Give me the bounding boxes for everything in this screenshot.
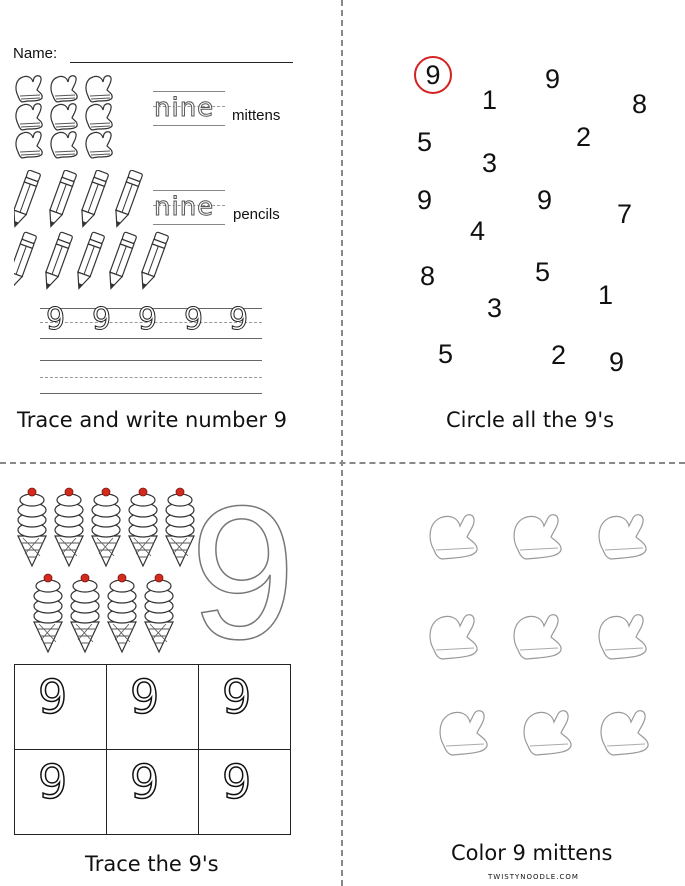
ice-cream-icon	[18, 488, 46, 566]
ice-cream-group	[10, 486, 200, 656]
mitten-icon	[16, 104, 42, 130]
writing-line-top	[40, 360, 262, 361]
trace-digit: 9	[229, 302, 249, 337]
mitten-icon	[86, 104, 112, 130]
trace-word-nine: nine	[154, 93, 215, 123]
grid-trace-digit: 9	[222, 670, 252, 724]
number-item[interactable]: 9	[417, 185, 433, 215]
mitten-icon	[430, 615, 477, 659]
pencil-icon	[41, 232, 73, 291]
horizontal-fold-line	[0, 462, 685, 464]
pencil-icon	[111, 170, 143, 229]
trace-digit: 9	[184, 302, 204, 337]
number-item[interactable]: 5	[417, 127, 433, 157]
footer-brand: TWISTYNOODLE.COM	[488, 873, 579, 881]
mitten-icon	[599, 515, 646, 559]
pencil-icon	[73, 232, 105, 291]
ice-cream-icon	[55, 488, 83, 566]
number-item[interactable]: 2	[576, 122, 592, 152]
trace-digit: 9	[92, 302, 112, 337]
mitten-icon	[86, 76, 112, 102]
ice-cream-icon	[129, 488, 157, 566]
mitten-icon	[16, 76, 42, 102]
ice-cream-icon	[92, 488, 120, 566]
mitten-icon	[601, 711, 648, 755]
caption-color-mittens: Color 9 mittens	[451, 841, 613, 865]
number-item[interactable]: 1	[482, 85, 498, 115]
ice-cream-icon	[108, 574, 136, 652]
mittens-group	[12, 74, 132, 166]
grid-trace-digit: 9	[130, 755, 160, 809]
ice-cream-icon	[145, 574, 173, 652]
number-item[interactable]: 9	[609, 347, 625, 377]
vertical-fold-line	[341, 0, 343, 886]
writing-line-base	[40, 393, 262, 394]
pencil-icon	[14, 170, 41, 229]
pencils-group	[14, 170, 184, 295]
number-circled[interactable]: 9	[414, 56, 452, 94]
writing-line-base	[40, 338, 262, 339]
pencil-icon	[137, 232, 169, 291]
mitten-icon	[514, 615, 561, 659]
caption-trace-nines: Trace the 9's	[85, 852, 219, 876]
trace-word-nine: nine	[154, 192, 215, 222]
mitten-icon	[16, 132, 42, 158]
number-item[interactable]: 8	[632, 89, 648, 119]
caption-trace-write: Trace and write number 9	[17, 408, 288, 432]
caption-circle: Circle all the 9's	[446, 408, 615, 432]
number-item[interactable]: 2	[551, 340, 567, 370]
name-field[interactable]	[70, 62, 293, 63]
pencils-label: pencils	[233, 206, 280, 223]
pencil-icon	[105, 232, 137, 291]
mitten-icon	[51, 76, 77, 102]
mitten-icon	[51, 104, 77, 130]
ice-cream-icon	[71, 574, 99, 652]
mitten-icon	[440, 711, 487, 755]
pencil-icon	[14, 232, 37, 291]
grid-trace-digit: 9	[222, 755, 252, 809]
number-item[interactable]: 3	[482, 148, 498, 178]
number-item[interactable]: 9	[545, 64, 561, 94]
word-guide-top	[153, 91, 225, 92]
number-item[interactable]: 5	[438, 339, 454, 369]
number-item[interactable]: 4	[470, 216, 486, 246]
writing-line-mid	[40, 377, 262, 378]
mitten-icon	[524, 711, 571, 755]
mittens-label: mittens	[232, 107, 281, 124]
trace-digit: 9	[138, 302, 158, 337]
word-guide-base	[153, 125, 225, 126]
number-item[interactable]: 5	[535, 257, 551, 287]
number-item[interactable]: 7	[617, 199, 633, 229]
grid-trace-digit: 9	[38, 755, 68, 809]
number-item[interactable]: 8	[420, 261, 436, 291]
word-guide-base	[153, 224, 225, 225]
word-guide-top	[153, 190, 225, 191]
color-mittens-group	[418, 512, 668, 772]
big-outline-digit: 9	[190, 467, 296, 679]
grid-trace-digit: 9	[130, 670, 160, 724]
name-label: Name:	[13, 45, 58, 62]
pencil-icon	[45, 170, 77, 229]
mitten-icon	[86, 132, 112, 158]
mitten-icon	[51, 132, 77, 158]
ice-cream-icon	[34, 574, 62, 652]
number-item[interactable]: 1	[598, 280, 614, 310]
number-item[interactable]: 3	[487, 293, 503, 323]
number-item[interactable]: 9	[537, 185, 553, 215]
mitten-icon	[514, 515, 561, 559]
trace-digit: 9	[46, 302, 66, 337]
mitten-icon	[599, 615, 646, 659]
mitten-icon	[430, 515, 477, 559]
pencil-icon	[77, 170, 109, 229]
grid-trace-digit: 9	[38, 670, 68, 724]
